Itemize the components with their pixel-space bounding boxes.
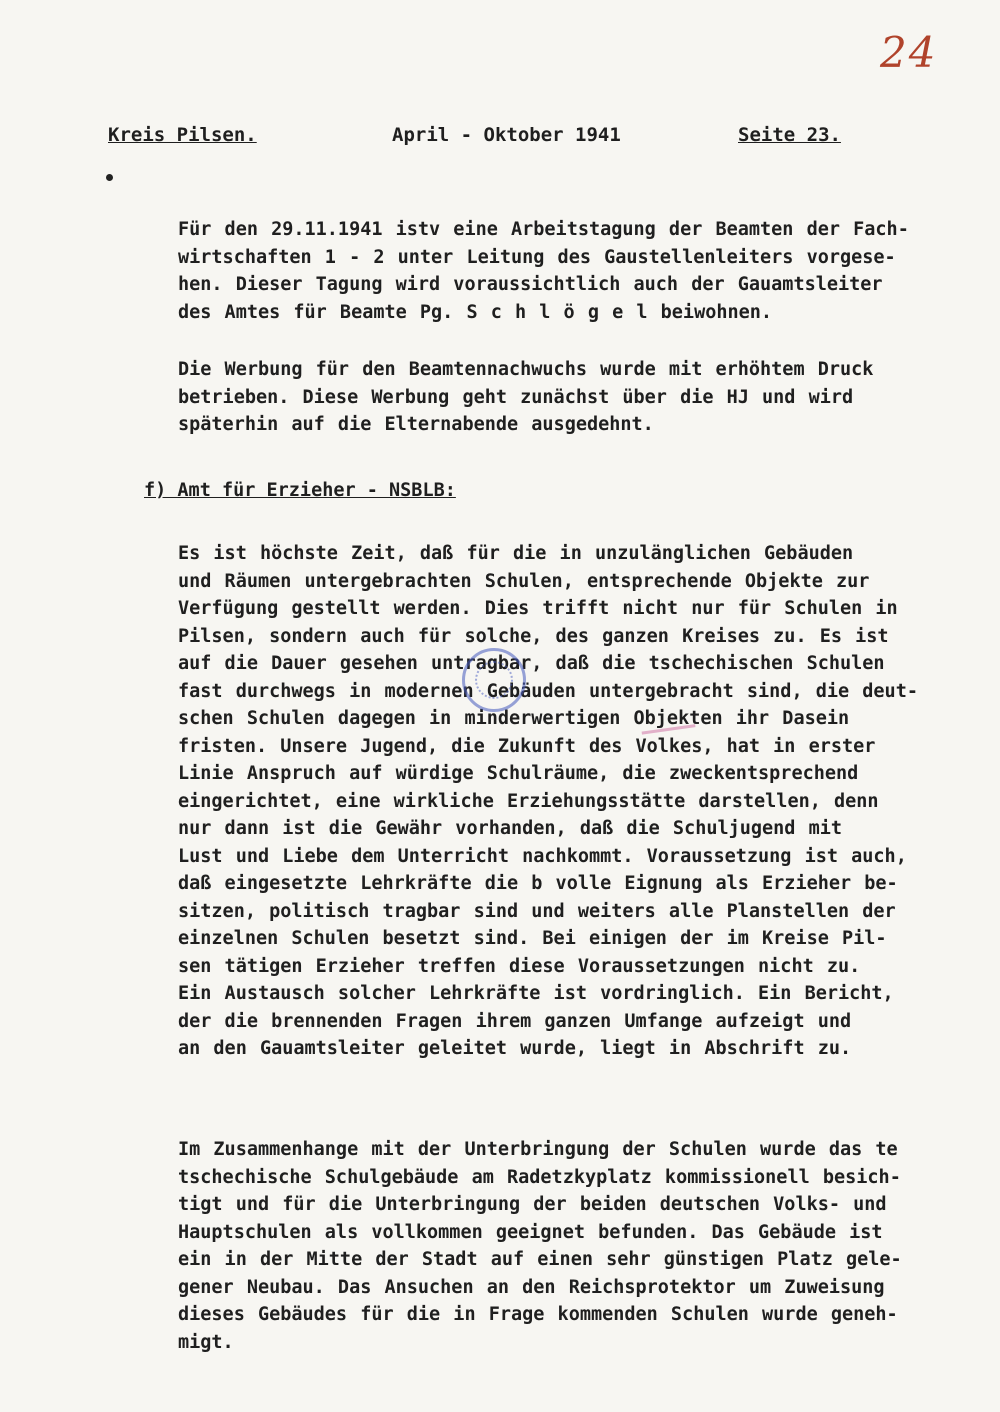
text-line: Pilsen, sondern auch für solche, des ganzen Kreises zu. Es ist (178, 625, 889, 647)
text-line: Lust und Liebe dem Unterricht nachkommt. Voraussetzung ist auch, (178, 845, 907, 867)
header-page: Seite 23. (738, 124, 841, 146)
text-line: fristen. Unsere Jugend, die Zukunft des Volkes, hat in erster (178, 735, 876, 757)
text-line: dieses Gebäudes für die in Frage kommenden Schulen wurde geneh- (178, 1304, 898, 1325)
office-stamp (462, 648, 526, 712)
text-line: betrieben. Diese Werbung geht zunächst über die HJ und wird (178, 386, 854, 408)
text-line: sitzen, politisch tragbar sind und weiters alle Planstellen der (178, 900, 896, 922)
text-line: tschechische Schulgebäude am Radetzkyplatz kommissionell besich- (178, 1166, 901, 1188)
text-line: Ein Austausch solcher Lehrkräfte ist vordringlich. Ein Bericht, (178, 983, 894, 1004)
text-line: eingerichtet, eine wirkliche Erziehungsstätte darstellen, denn (178, 790, 879, 812)
paragraph-civil-servants-meeting (178, 216, 978, 326)
margin-dot (106, 174, 113, 181)
text-line: Für den 29.11.1941 istv eine Arbeitstagung der Beamten der Fach- (178, 219, 909, 240)
text-line: tigt und für die Unterbringung der beiden deutschen Volks- und (178, 1194, 887, 1215)
text-line: Linie Anspruch auf würdige Schulräume, die zweckentsprechend (178, 763, 859, 784)
text-line: gener Neubau. Das Ansuchen an den Reichsprotektor um Zuweisung (178, 1276, 885, 1298)
paragraph-radetzkyplatz (178, 1136, 978, 1356)
section-heading-educators: f) Amt für Erzieher - NSBLB: (144, 480, 456, 501)
text-line: einzelnen Schulen besetzt sind. Bei einigen der im Kreise Pil- (178, 928, 887, 949)
header-period: April - Oktober 1941 (392, 124, 621, 146)
text-line: des Amtes für Beamte Pg. S c h l ö g e l beiwohnen. (178, 301, 773, 323)
text-line: migt. (178, 1331, 234, 1353)
paragraph-recruitment (178, 356, 978, 439)
text-line: Die Werbung für den Beamtennachwuchs wurde mit erhöhtem Druck (178, 359, 874, 380)
text-line: Im Zusammenhange mit der Unterbringung der Schulen wurde das te (178, 1139, 898, 1160)
text-line: auf die Dauer gesehen untragbar, daß die tschechischen Schulen (178, 653, 885, 674)
text-line: der die brennenden Fragen ihrem ganzen Umfange aufzeigt und (178, 1010, 852, 1032)
page-header (0, 124, 1000, 164)
text-line: an den Gauamtsleiter geleitet wurde, liegt in Abschrift zu. (178, 1038, 852, 1059)
text-line: wirtschaften 1 - 2 unter Leitung des Gaustellenleiters vorgese- (178, 246, 896, 268)
text-line: sen tätigen Erzieher treffen diese Voraussetzungen nicht zu. (178, 955, 861, 977)
text-line: nur dann ist die Gewähr vorhanden, daß die Schuljugend mit (178, 818, 843, 839)
handwritten-page-number: 24 (880, 28, 938, 77)
text-line: späterhin auf die Elternabende ausgedehnt. (178, 414, 654, 435)
text-line: Es ist höchste Zeit, daß für die in unzulänglichen Gebäuden (178, 543, 854, 564)
text-line: hen. Dieser Tagung wird voraussichtlich auch der Gauamtsleiter (178, 274, 883, 295)
text-line: fast durchwegs in modernen Gebäuden untergebracht sind, die deut- (178, 680, 918, 702)
text-line: ein in der Mitte der Stadt auf einen sehr günstigen Platz gele- (178, 1249, 902, 1270)
text-line: und Räumen untergebrachten Schulen, entsprechende Objekte zur (178, 570, 870, 592)
text-line: daß eingesetzte Lehrkräfte die b volle Eignung als Erzieher be- (178, 873, 898, 894)
paragraph-school-buildings (178, 540, 978, 1063)
text-line: schen Schulen dagegen in minderwertigen Objekten ihr Dasein (178, 708, 850, 729)
header-district: Kreis Pilsen. (108, 124, 257, 146)
text-line: Hauptschulen als vollkommen geeignet befunden. Das Gebäude ist (178, 1221, 883, 1243)
text-line: Verfügung gestellt werden. Dies trifft nicht nur für Schulen in (178, 598, 898, 619)
